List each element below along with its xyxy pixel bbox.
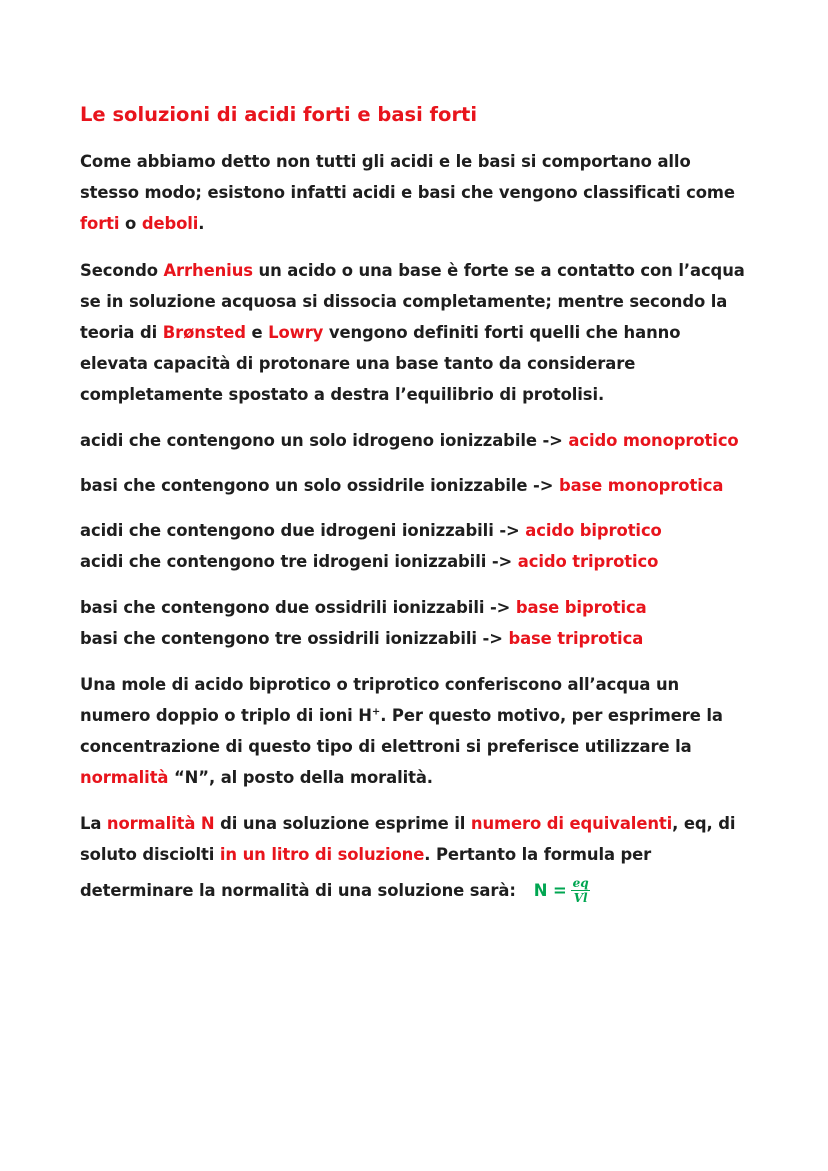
term-acido-triprotico: acido triprotico [517,552,659,571]
term-deboli: deboli [141,214,199,233]
definition-line: basi che contengono un solo ossidrile ionizzabile -> base monoprotica [80,476,724,495]
definition-group-bases [80,592,780,654]
paragraph-definitions-theory [80,255,780,410]
paragraph-line: numero doppio o triplo di ioni H+. Per questo motivo, per esprimere la [80,706,723,725]
paragraph-line: teoria di Brønsted e Lowry vengono definiti forti quelli che hanno [80,323,681,342]
section-title: Le soluzioni di acidi forti e basi forti [80,103,478,126]
term-base-biprotica: base biprotica [515,598,647,617]
definition-line: acidi che contengono tre idrogeni ionizzabili -> acido triprotico [80,552,659,571]
term-litro-soluzione: in un litro di soluzione [219,845,425,864]
term-normalita-n: normalità N [106,814,215,833]
paragraph-line: completamente spostato a destra l’equilibrio di protolisi. [80,385,605,404]
section-title-block [80,100,780,130]
definition-line: basi che contengono tre ossidrili ionizzabili -> base triprotica [80,629,644,648]
paragraph-line: Secondo Arrhenius un acido o una base è forte se a contatto con l’acqua [80,261,745,280]
term-numero-equivalenti: numero di equivalenti [470,814,673,833]
paragraph-line: Una mole di acido biprotico o triprotico conferiscono all’acqua un [80,675,680,694]
term-forti: forti [80,214,120,233]
term-acido-monoprotico: acido monoprotico [568,431,739,450]
definition-line: acidi che contengono due idrogeni ionizzabili -> acido biprotico [80,521,662,540]
paragraph-line: Come abbiamo detto non tutti gli acidi e le basi si comportano allo [80,152,691,171]
paragraph-line: determinare la normalità di una soluzione sarà: N = $\frac{eq}{Vl}$ [80,875,589,905]
definition-line: acidi che contengono un solo idrogeno ionizzabile -> acido monoprotico [80,431,739,450]
formula-numerator: eq [572,875,589,890]
paragraph-line: soluto disciolti in un litro di soluzione. Pertanto la formula per [80,845,652,864]
formula-denominator: Vl [573,890,588,905]
term-base-monoprotica: base monoprotica [558,476,724,495]
definition-group-acids [80,515,780,577]
paragraph-line: La normalità N di una soluzione esprime il numero di equivalenti, eq, di [80,814,736,833]
term-acido-biprotico: acido biprotico [525,521,662,540]
paragraph-line: forti o deboli. [80,214,205,233]
paragraph-line: concentrazione di questo tipo di elettroni si preferisce utilizzare la [80,737,692,756]
definition-line: basi che contengono due ossidrili ionizzabili -> base biprotica [80,598,647,617]
normality-formula: N = $\frac{eq}{Vl}$ [533,875,589,905]
term-bronsted: Brønsted [162,323,246,342]
paragraph-line: elevata capacità di protonare una base tanto da considerare [80,354,636,373]
paragraph-intro [80,146,780,239]
paragraph-line: stesso modo; esistono infatti acidi e basi che vengono classificati come [80,183,735,202]
paragraph-normality [80,808,780,910]
term-lowry: Lowry [268,323,324,342]
term-arrhenius: Arrhenius [163,261,253,280]
term-base-triprotica: base triprotica [508,629,644,648]
paragraph-line: normalità “N”, al posto della moralità. [80,768,433,787]
paragraph-line: se in soluzione acquosa si dissocia completamente; mentre secondo la [80,292,728,311]
term-normalita: normalità [80,768,169,787]
paragraph-polyprotic [80,669,780,793]
